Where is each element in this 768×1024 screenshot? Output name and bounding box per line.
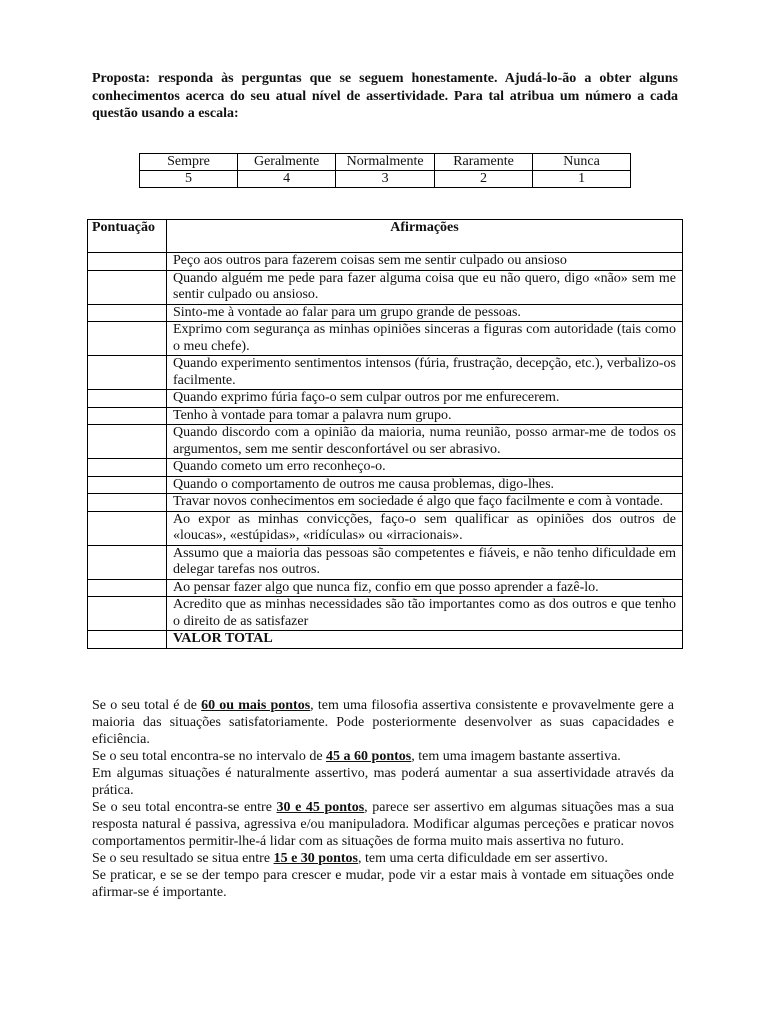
result-paragraph	[92, 799, 674, 850]
table-row	[88, 304, 683, 322]
result-text: , tem uma filosofia assertiva consistente e provavelmente gere a maioria das situações satisfatoriamente. Pode posteriormente desenvolver as suas capacidades e eficiência.	[92, 698, 674, 747]
score-cell[interactable]	[88, 459, 167, 477]
table-row	[88, 494, 683, 512]
table-row	[88, 407, 683, 425]
result-text: Se o seu total encontra-se entre	[92, 800, 277, 815]
statements-header-row	[88, 220, 683, 253]
results-section	[92, 697, 674, 901]
result-paragraph: Em algumas situações é naturalmente assertivo, mas poderá aumentar a sua assertividade através da prática.	[92, 766, 674, 798]
statement-text: Quando exprimo fúria faço-o sem culpar outros por me enfurecerem.	[167, 390, 683, 408]
statement-text: Quando alguém me pede para fazer alguma coisa que eu não quero, digo «não» sem me sentir culpado ou ansioso.	[167, 270, 683, 304]
table-row	[88, 476, 683, 494]
score-cell[interactable]	[88, 425, 167, 459]
statement-text: Exprimo com segurança as minhas opiniões sinceras a figuras com autoridade (tais como o meu chefe).	[167, 322, 683, 356]
table-row	[88, 459, 683, 477]
table-row	[88, 356, 683, 390]
statement-text: Travar novos conhecimentos em sociedade é algo que faço facilmente e com à vontade.	[167, 494, 683, 512]
result-text: , parece ser assertivo em algumas situações mas a sua resposta natural é passiva, agressiva e/ou manipuladora. Modificar algumas perceções e praticar novos comportamentos permitir-lhe-á lidar com as situações de forma muito mais assertiva no futuro.	[92, 800, 674, 849]
statement-text: Ao expor as minhas convicções, faço-o sem qualificar as opiniões dos outros de «loucas», «estúpidas», «ridículas» ou «irracionais».	[167, 511, 683, 545]
total-label: VALOR TOTAL	[167, 631, 683, 649]
result-text: Se o seu total é de	[92, 698, 202, 713]
result-text: Se o seu resultado se situa entre	[92, 851, 274, 866]
score-cell[interactable]	[88, 494, 167, 512]
score-cell[interactable]	[88, 476, 167, 494]
scale-table	[139, 153, 631, 188]
table-row	[88, 597, 683, 631]
table-row	[88, 545, 683, 579]
score-cell[interactable]	[88, 545, 167, 579]
statement-text: Peço aos outros para fazerem coisas sem me sentir culpado ou ansioso	[167, 253, 683, 271]
scale-value: 5	[140, 171, 238, 188]
intro-text: Proposta: responda às perguntas que se seguem honestamente. Ajudá-lo-ão a obter alguns conhecimentos acerca do seu atual nível de assertividade. Para tal atribua um número a cada questão usando a escala:	[92, 71, 678, 121]
score-column-header: Pontuação	[88, 220, 167, 253]
score-range-highlight: 15 e 30 pontos	[273, 851, 358, 866]
scale-value: 4	[237, 171, 335, 188]
scale-label: Normalmente	[336, 154, 435, 171]
score-cell[interactable]	[88, 407, 167, 425]
score-cell[interactable]	[88, 304, 167, 322]
result-paragraph	[92, 697, 674, 748]
statement-text: Sinto-me à vontade ao falar para um grupo grande de pessoas.	[167, 304, 683, 322]
result-paragraph	[92, 748, 674, 765]
statement-text: Quando cometo um erro reconheço-o.	[167, 459, 683, 477]
scale-labels-row	[140, 154, 631, 171]
score-cell[interactable]	[88, 356, 167, 390]
total-row	[88, 631, 683, 649]
statement-text: Quando experimento sentimentos intensos (fúria, frustração, decepção, etc.), verbalizo-os facilmente.	[167, 356, 683, 390]
statement-text: Ao pensar fazer algo que nunca fiz, confio em que posso aprender a fazê-lo.	[167, 579, 683, 597]
result-text: Se o seu total encontra-se no intervalo de	[92, 749, 327, 764]
result-paragraph: Se praticar, e se se der tempo para crescer e mudar, pode vir a estar mais à vontade em situações onde afirmar-se é importante.	[92, 868, 674, 900]
scale-label: Raramente	[434, 154, 532, 171]
statement-text: Tenho à vontade para tomar a palavra num grupo.	[167, 407, 683, 425]
statements-column-header: Afirmações	[167, 220, 683, 253]
scale-values-row	[140, 171, 631, 188]
table-row	[88, 579, 683, 597]
scale-value: 2	[434, 171, 532, 188]
statements-table	[87, 219, 683, 649]
score-cell[interactable]	[88, 511, 167, 545]
score-range-highlight: 45 a 60 pontos	[326, 749, 412, 764]
table-row	[88, 270, 683, 304]
scale-value: 1	[533, 171, 631, 188]
scale-label: Sempre	[140, 154, 238, 171]
statement-text: Quando o comportamento de outros me causa problemas, digo-lhes.	[167, 476, 683, 494]
score-cell[interactable]	[88, 390, 167, 408]
score-cell[interactable]	[88, 597, 167, 631]
table-row	[88, 322, 683, 356]
score-cell[interactable]	[88, 579, 167, 597]
table-row	[88, 253, 683, 271]
score-cell[interactable]	[88, 270, 167, 304]
statement-text: Assumo que a maioria das pessoas são competentes e fiáveis, e não tenho dificuldade em delegar tarefas nos outros.	[167, 545, 683, 579]
result-text: , tem uma certa dificuldade em ser assertivo.	[357, 851, 608, 866]
score-cell[interactable]	[88, 322, 167, 356]
table-row	[88, 511, 683, 545]
scale-label: Nunca	[533, 154, 631, 171]
statement-text: Acredito que as minhas necessidades são tão importantes como as dos outros e que tenho o direito de as satisfazer	[167, 597, 683, 631]
intro-block	[92, 70, 678, 123]
scale-value: 3	[336, 171, 435, 188]
score-cell[interactable]	[88, 253, 167, 271]
table-row	[88, 390, 683, 408]
result-paragraph	[92, 850, 674, 867]
result-text: , tem uma imagem bastante assertiva.	[411, 749, 621, 764]
score-range-highlight: 30 e 45 pontos	[276, 800, 365, 815]
statement-text: Quando discordo com a opinião da maioria, numa reunião, posso armar-me de todos os argumentos, sem me sentir desconfortável ou ser abrasivo.	[167, 425, 683, 459]
scale-label: Geralmente	[237, 154, 335, 171]
total-score-cell[interactable]	[88, 631, 167, 649]
table-row	[88, 425, 683, 459]
score-range-highlight: 60 ou mais pontos	[201, 698, 311, 713]
